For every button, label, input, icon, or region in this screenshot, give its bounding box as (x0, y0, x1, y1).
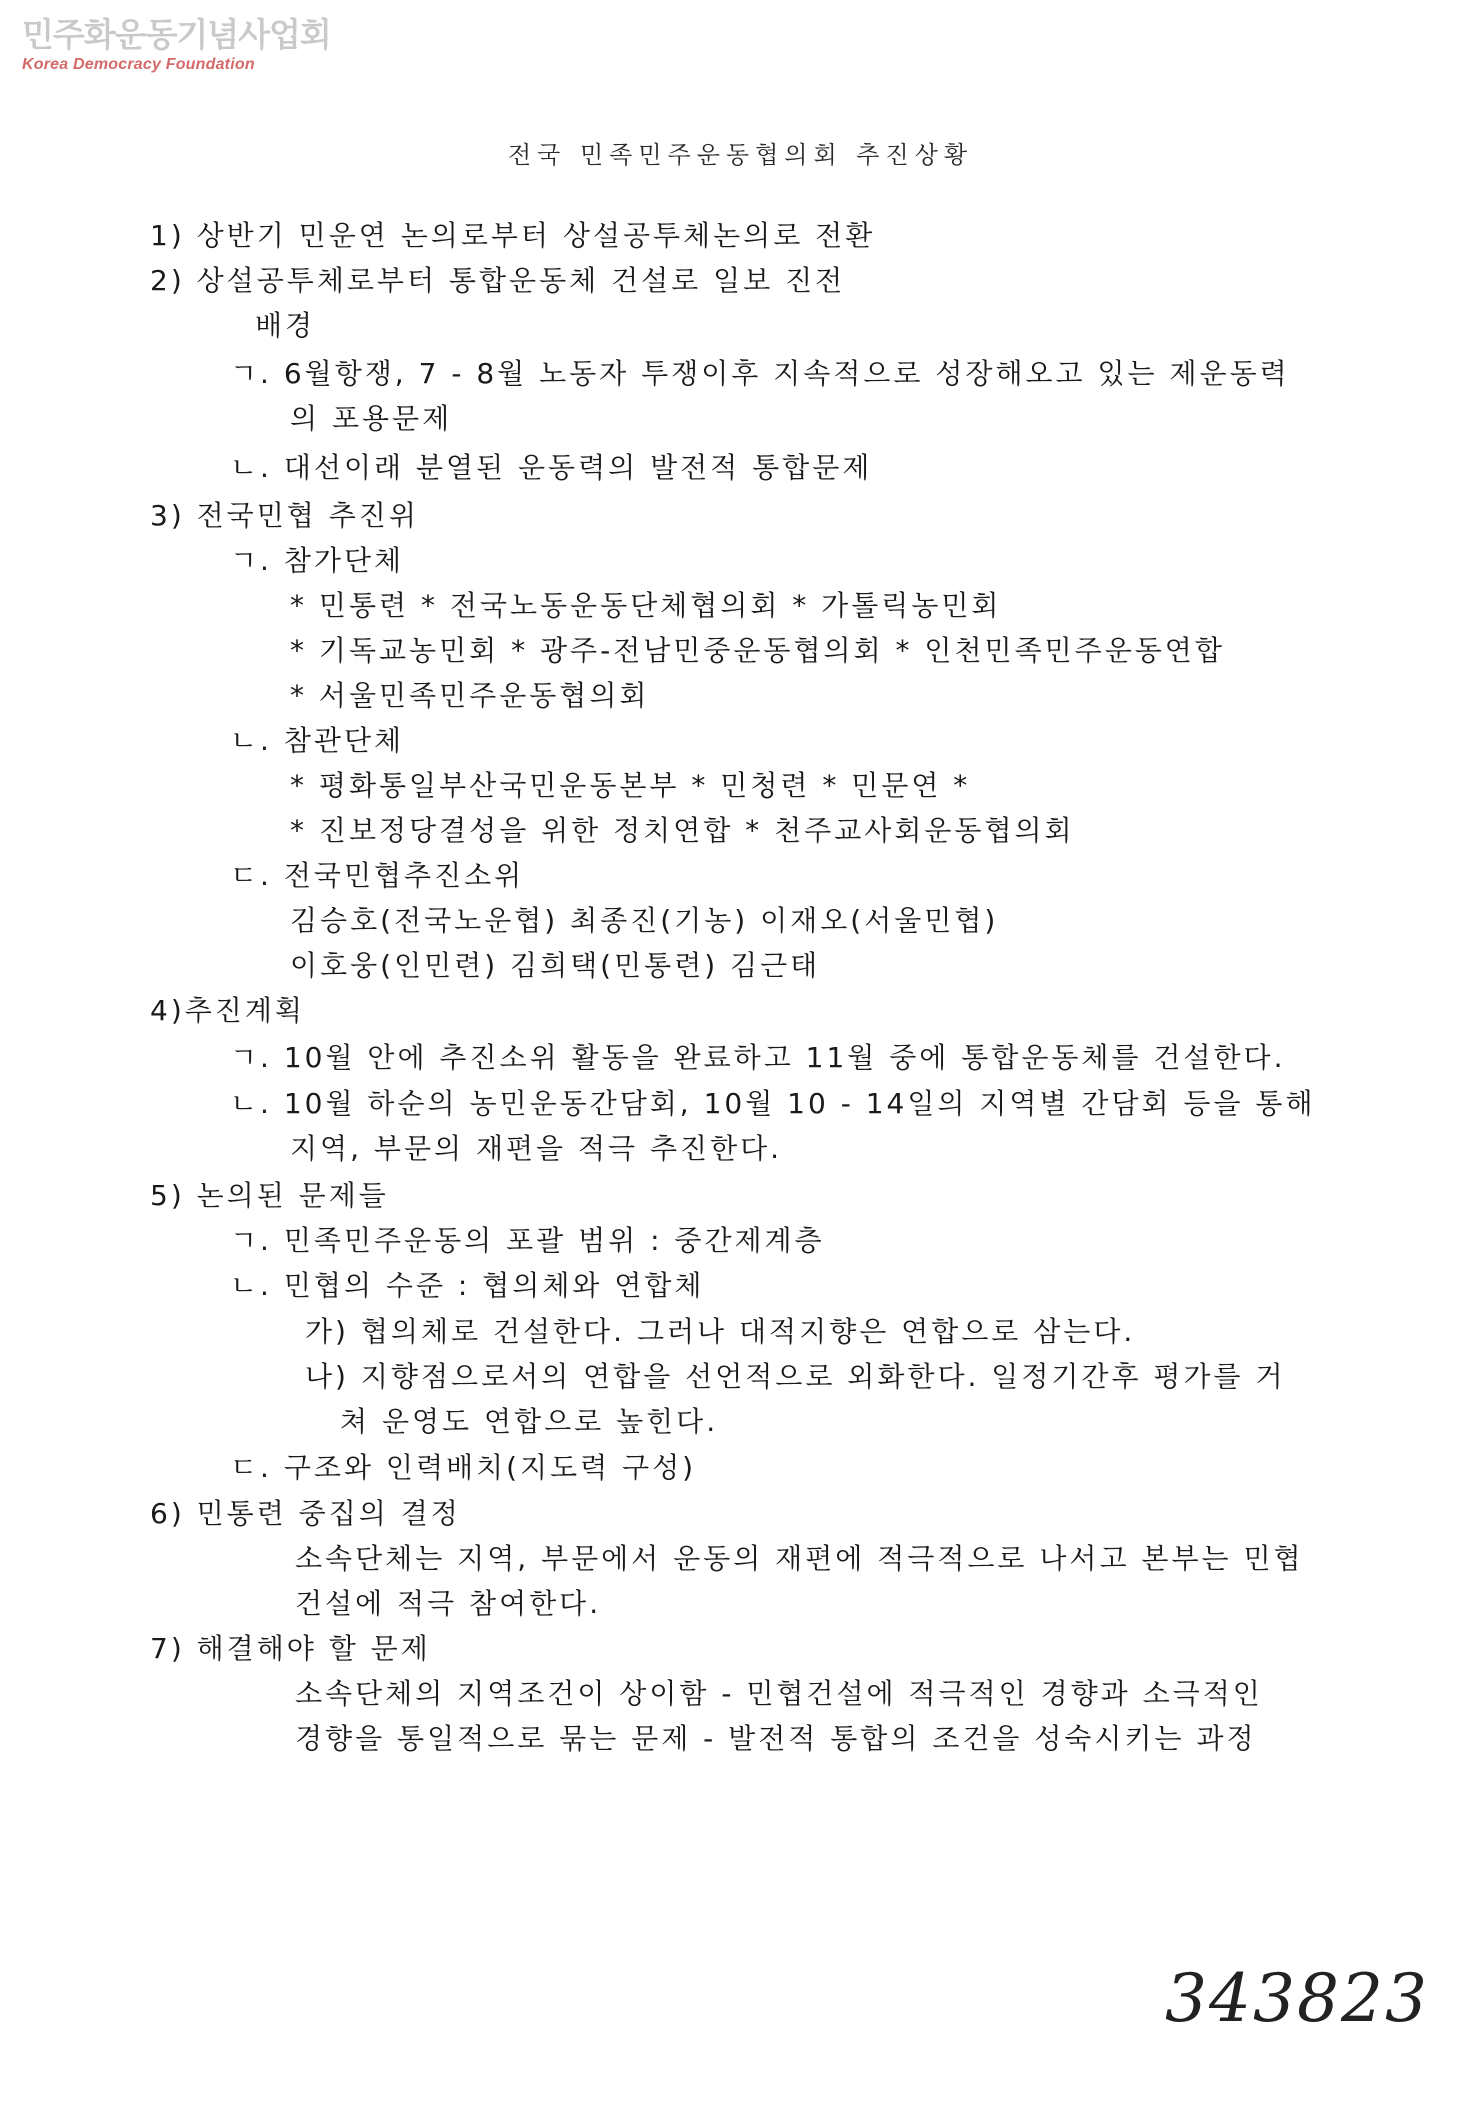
list-item: ㄱ. 참가단체 (230, 544, 405, 577)
section-7: 7) 해결해야 할 문제 (150, 1632, 431, 1665)
paragraph-line: 소속단체의 지역조건이 상이함 - 민협건설에 적극적인 경향과 소극적인 (295, 1677, 1263, 1710)
list-item: ㄷ. 전국민협추진소위 (230, 859, 525, 892)
watermark-korean: 민주화운동기념사업회 (22, 15, 331, 54)
list-item-cont: 지역, 부문의 재편을 적극 추진한다. (290, 1132, 783, 1165)
sub-item-cont: 쳐 운영도 연합으로 높힌다. (340, 1405, 719, 1438)
document-title: 전국 민족민주운동협의회 추진상황 (507, 141, 974, 169)
section-3: 3) 전국민협 추진위 (150, 499, 419, 532)
section-1: 1) 상반기 민운연 논의로부터 상설공투체논의로 전환 (150, 219, 876, 252)
section-4: 4)추진계획 (150, 994, 305, 1027)
section-5: 5) 논의된 문제들 (150, 1179, 389, 1212)
sub-item: 나) 지향점으로서의 연합을 선언적으로 외화한다. 일정기간후 평가를 거 (305, 1360, 1286, 1393)
list-item: ㄴ. 참관단체 (230, 724, 405, 757)
section-6: 6) 민통련 중집의 결정 (150, 1497, 461, 1530)
list-item: ㄴ. 10월 하순의 농민운동간담회, 10월 10 - 14일의 지역별 간담회 등을 통해 (230, 1087, 1316, 1120)
sub-item: 가) 협의체로 건설한다. 그러나 대적지향은 연합으로 삼는다. (305, 1315, 1136, 1348)
background-label: 배경 (255, 309, 316, 342)
list-item: ㄷ. 구조와 인력배치(지도력 구성) (230, 1451, 697, 1484)
paragraph-line: 경향을 통일적으로 묶는 문제 - 발전적 통합의 조건을 성숙시키는 과정 (295, 1722, 1257, 1755)
watermark-english: Korea Democracy Foundation (22, 56, 255, 73)
org-list-line: * 서울민족민주운동협의회 (290, 679, 650, 712)
list-item: ㄱ. 10월 안에 추진소위 활동을 완료하고 11월 중에 통합운동체를 건설한다. (230, 1041, 1286, 1074)
section-2: 2) 상설공투체로부터 통합운동체 건설로 일보 진전 (150, 264, 846, 297)
org-list-line: * 평화통일부산국민운동본부 * 민청련 * 민문연 * (290, 769, 971, 802)
member-list-line: 김승호(전국노운협) 최종진(기농) 이재오(서울민협) (290, 904, 999, 937)
list-item: ㄱ. 6월항쟁, 7 - 8월 노동자 투쟁이후 지속적으로 성장해오고 있는 제운동력 (230, 357, 1290, 390)
org-list-line: * 진보정당결성을 위한 정치연합 * 천주교사회운동협의회 (290, 814, 1075, 847)
foundation-watermark (22, 15, 331, 74)
handwritten-page-number: 343823 (1165, 1960, 1429, 2037)
list-item: ㄱ. 민족민주운동의 포괄 범위 : 중간제계층 (230, 1224, 825, 1257)
member-list-line: 이호웅(인민련) 김희택(민통련) 김근태 (290, 949, 821, 982)
paragraph-line: 소속단체는 지역, 부문에서 운동의 재편에 적극적으로 나서고 본부는 민협 (295, 1542, 1304, 1575)
list-item: ㄴ. 대선이래 분열된 운동력의 발전적 통합문제 (230, 451, 873, 484)
paragraph-line: 건설에 적극 참여한다. (295, 1587, 602, 1620)
org-list-line: * 민통련 * 전국노동운동단체협의회 * 가톨릭농민회 (290, 589, 1002, 622)
list-item-cont: 의 포용문제 (290, 402, 453, 435)
org-list-line: * 기독교농민회 * 광주-전남민중운동협의회 * 인천민족민주운동연합 (290, 634, 1225, 667)
list-item: ㄴ. 민협의 수준 : 협의체와 연합체 (230, 1269, 705, 1302)
